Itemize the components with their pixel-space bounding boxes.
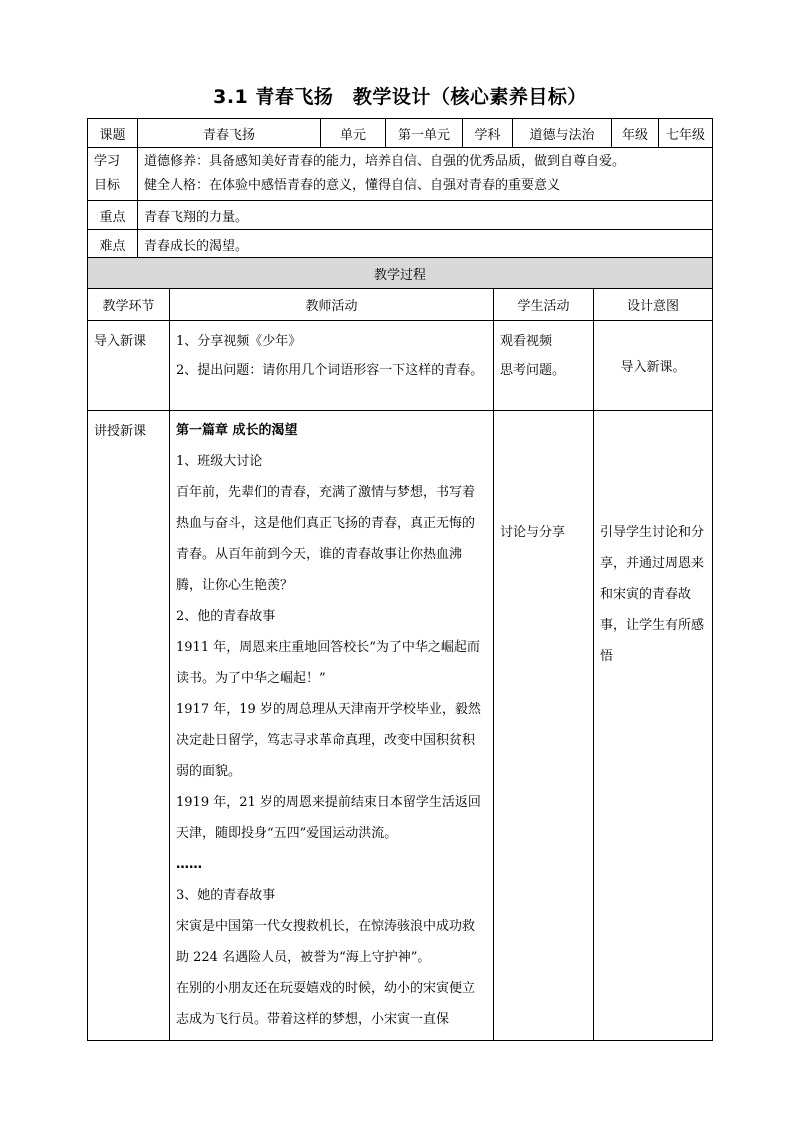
process-header-row [88, 289, 713, 321]
teacher-para: 1911 年，周恩来庄重地回答校长“为了中华之崛起而读书。为了中华之崛起！” [176, 640, 480, 686]
info-table [87, 118, 713, 259]
key-label: 重点 [88, 201, 138, 230]
info-row-key [88, 201, 713, 230]
page-title: 3.1 青春飞扬 教学设计（核心素养目标） [213, 86, 587, 108]
difficulty-value: 青春成长的渴望。 [138, 230, 713, 259]
objective-2: 健全人格：在体验中感悟青春的意义，懂得自信、自强对青春的重要意义 [144, 178, 561, 193]
intro-student-1: 观看视频 [500, 334, 553, 349]
col-stage: 教学环节 [88, 289, 170, 321]
info-row-objectives [88, 148, 713, 201]
new-student: 讨论与分享 [500, 525, 566, 540]
topic-value: 青春飞扬 [138, 119, 321, 148]
process-heading-row [88, 258, 713, 289]
grade-label: 年级 [612, 119, 659, 148]
key-value: 青春飞翔的力量。 [138, 201, 713, 230]
intro-teacher-cell [170, 321, 494, 411]
info-row-difficulty [88, 230, 713, 259]
col-student: 学生活动 [494, 289, 594, 321]
new-stage: 讲授新课 [94, 424, 147, 439]
intro-intent-cell [594, 321, 713, 411]
objectives-label [88, 148, 138, 201]
chapter-heading: 第一篇章 成长的渴望 [176, 423, 298, 438]
objectives-label-line-2: 目标 [94, 178, 121, 193]
new-student-cell [494, 411, 594, 1041]
difficulty-label: 难点 [88, 230, 138, 259]
teacher-para: 在别的小朋友还在玩耍嬉戏的时候，幼小的宋寅便立志成为飞行员。带着这样的梦想，小宋寅一直保 [176, 981, 476, 1027]
intro-teacher-2: 2、提出问题：请你用几个词语形容一下这样的青春。 [176, 363, 484, 378]
intro-stage-cell [88, 321, 170, 411]
intro-student-cell [494, 321, 594, 411]
teacher-para: 1、班级大讨论 [176, 454, 263, 469]
process-heading: 教学过程 [88, 258, 713, 289]
teacher-para: 1917 年，19 岁的周总理从天津南开学校毕业，毅然决定赴日留学，笃志寻求革命真理，改变中国积贫积弱的面貌。 [176, 702, 481, 779]
unit-value: 第一单元 [386, 119, 463, 148]
teacher-para: 宋寅是中国第一代女搜救机长，在惊涛骇浪中成功救助 224 名遇险人员，被誉为“海上守护神”。 [176, 919, 476, 965]
new-intent-cell [594, 411, 713, 1041]
topic-label: 课题 [88, 119, 138, 148]
intro-teacher-1: 1、分享视频《少年》 [176, 334, 302, 349]
objectives-label-line-1: 学习 [94, 154, 121, 169]
objectives-value [138, 148, 713, 201]
unit-label: 单元 [321, 119, 386, 148]
grade-value: 七年级 [659, 119, 713, 148]
intro-intent: 导入新课。 [620, 360, 686, 375]
subject-label: 学科 [463, 119, 513, 148]
info-row-topic [88, 119, 713, 148]
process-table [87, 257, 713, 1041]
new-teacher-cell [170, 411, 494, 1041]
teacher-para: 3、她的青春故事 [176, 888, 276, 903]
objective-1: 道德修养：具备感知美好青春的能力，培养自信、自强的优秀品质，做到自尊自爱。 [144, 154, 626, 169]
intro-student-2: 思考问题。 [500, 363, 566, 378]
intro-stage: 导入新课 [94, 334, 147, 349]
subject-value: 道德与法治 [513, 119, 612, 148]
col-intent: 设计意图 [594, 289, 713, 321]
process-row-new [88, 411, 713, 1041]
teacher-para: 百年前，先辈们的青春，充满了激情与梦想，书写着热血与奋斗，这是他们真正飞扬的青春，真正无悔的青春。从百年前到今天，谁的青春故事让你热血沸腾，让你心生艳羡？ [176, 485, 476, 593]
ellipsis: …… [176, 857, 202, 872]
col-teacher: 教师活动 [170, 289, 494, 321]
new-stage-cell [88, 411, 170, 1041]
process-row-intro [88, 321, 713, 411]
teacher-para: 2、他的青春故事 [176, 609, 276, 624]
new-intent: 引导学生讨论和分享，并通过周恩来和宋寅的青春故事，让学生有所感悟 [600, 525, 705, 664]
teacher-para: 1919 年，21 岁的周恩来提前结束日本留学生活返回天津，随即投身“五四”爱国运动洪流。 [176, 795, 481, 841]
